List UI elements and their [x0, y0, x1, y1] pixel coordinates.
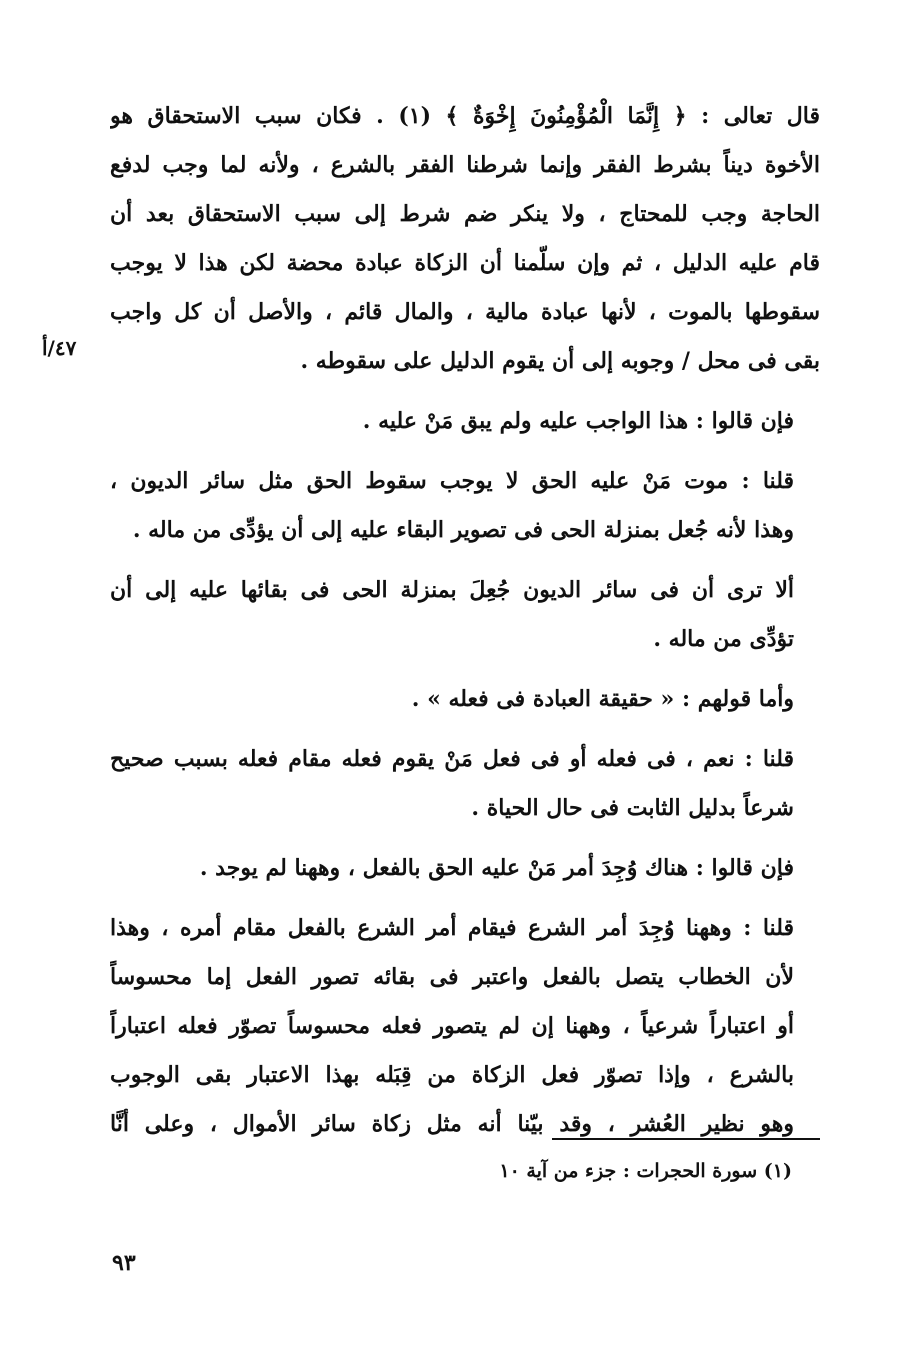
text-line: تؤدِّى من ماله . — [653, 626, 794, 652]
text-line: الحاجة وجب للمحتاج ، ولا ينكر ضم شرط إلى سبب الاستحقاق بعد أن — [110, 201, 820, 227]
page-body — [110, 92, 820, 1160]
margin-folio-reference: ٤٧/أ — [42, 336, 77, 360]
text-line: شرعاً بدليل الثابت فى حال الحياة . — [471, 795, 794, 821]
paragraph — [110, 844, 820, 893]
text-line: لأن الخطاب يتصل بالفعل واعتبر فى بقائه تصور الفعل إما محسوساً — [110, 964, 794, 990]
text-line: ألا ترى أن فى سائر الديون جُعِلَ بمنزلة الحى فى بقائها عليه إلى أن — [110, 577, 794, 603]
text-line: وأما قولهم : « حقيقة العبادة فى فعله » . — [411, 686, 794, 712]
text-line: وهو نظير العُشر ، وقد بيّنا أنه مثل زكاة سائر الأموال ، وعلى أنَّا — [110, 1111, 794, 1137]
text-line: فإن قالوا : هذا الواجب عليه ولم يبق مَنْ عليه . — [362, 408, 794, 434]
text-line: بالشرع ، وإذا تصوّر فعل الزكاة من قِبَله بهذا الاعتبار بقى الوجوب — [110, 1062, 794, 1088]
text-line: وهذا لأنه جُعل بمنزلة الحى فى تصوير البقاء عليه إلى أن يؤدِّى من ماله . — [132, 517, 794, 543]
text-line: قال تعالى : ﴿ إِنَّمَا الْمُؤْمِنُونَ إِخْوَةٌ ﴾ (١) . فكان سبب الاستحقاق هو — [110, 103, 820, 129]
page-number: ٩٣ — [112, 1250, 136, 1276]
text-line: قلنا : نعم ، فى فعله أو فى فعل مَنْ يقوم فعله مقام فعله بسبب صحيح — [110, 746, 794, 772]
text-line: فإن قالوا : هناك وُجِدَ أمر مَنْ عليه الحق بالفعل ، وههنا لم يوجد . — [199, 855, 794, 881]
footnote: (١) سورة الحجرات : جزء من آية ١٠ — [499, 1160, 792, 1182]
text-line: الأخوة ديناً بشرط الفقر وإنما شرطنا الفقر بالشرع ، ولأنه لما وجب لدفع — [110, 152, 820, 178]
footnote-divider — [552, 1138, 820, 1140]
text-line: قام عليه الدليل ، ثم وإن سلّمنا أن الزكاة عبادة محضة لكن هذا لا يوجب — [110, 250, 820, 276]
paragraph — [110, 735, 820, 833]
text-line: بقى فى محل / وجوبه إلى أن يقوم الدليل على سقوطه . — [300, 348, 820, 374]
paragraph — [110, 397, 820, 446]
text-line: قلنا : وههنا وُجِدَ أمر الشرع فيقام أمر الشرع بالفعل مقام أمره ، وهذا — [110, 915, 794, 941]
paragraph — [110, 92, 820, 386]
text-line: سقوطها بالموت ، لأنها عبادة مالية ، والمال قائم ، والأصل أن كل واجب — [110, 299, 820, 325]
text-line: أو اعتباراً شرعياً ، وههنا إن لم يتصور فعله محسوساً تصوّر فعله اعتباراً — [110, 1013, 794, 1039]
text-line: قلنا : موت مَنْ عليه الحق لا يوجب سقوط الحق مثل سائر الديون ، — [110, 468, 794, 494]
paragraph — [110, 675, 820, 724]
paragraph — [110, 904, 820, 1149]
paragraph — [110, 566, 820, 664]
paragraph — [110, 457, 820, 555]
